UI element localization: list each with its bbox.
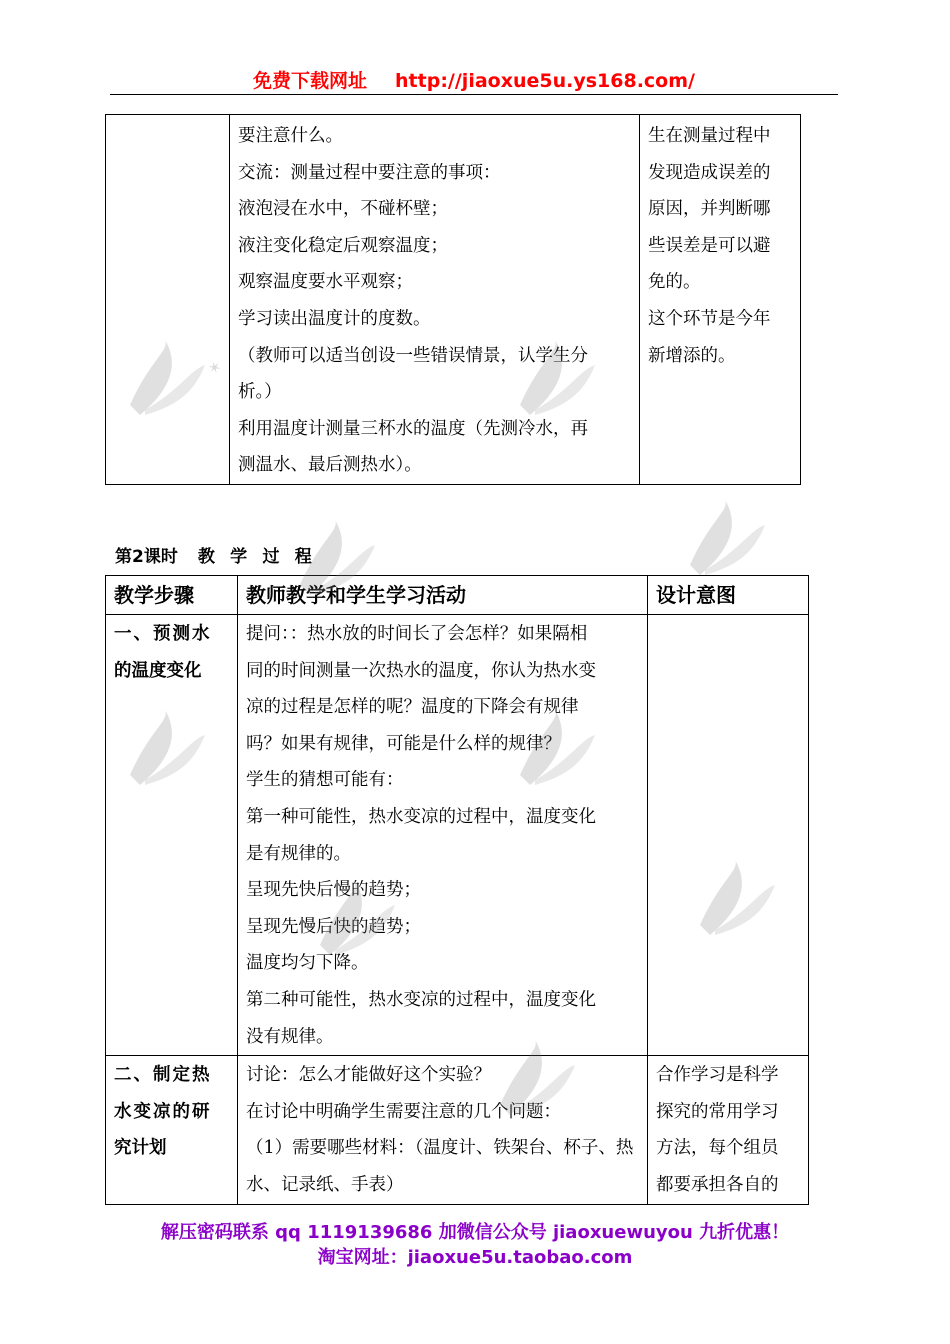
text-line: 水、记录纸、手表） xyxy=(246,1174,404,1195)
text-line: （教师可以适当创设一些错误情景，认学生分 xyxy=(238,345,588,366)
step-cell xyxy=(106,615,238,1056)
step-line: 究计划 xyxy=(114,1138,167,1159)
text-line: 交流：测量过程中要注意的事项： xyxy=(238,162,501,183)
header-activity: 教师教学和学生学习活动 xyxy=(238,576,648,615)
text-line: 同的时间测量一次热水的温度，你认为热水变 xyxy=(246,660,596,681)
text-line: 提问：：热水放的时间长了会怎样？如果隔相 xyxy=(246,624,588,644)
text-line: 合作学习是科学 xyxy=(656,1065,779,1086)
text-line: 在讨论中明确学生需要注意的几个问题： xyxy=(246,1101,561,1122)
text-line: 吗？如果有规律，可能是什么样的规律？ xyxy=(246,733,561,754)
text-line: 呈现先快后慢的趋势； xyxy=(246,880,421,901)
page-header xyxy=(110,66,838,94)
text-line: 观察温度要水平观察； xyxy=(238,272,413,293)
watermark-logo-icon xyxy=(670,480,860,590)
step-line: 二、制定热 xyxy=(114,1065,212,1086)
text-line: 测温水、最后测热水）。 xyxy=(238,455,422,476)
text-line: 原因，并判断哪 xyxy=(648,199,771,220)
header-step: 教学步骤 xyxy=(106,576,238,615)
intent-cell xyxy=(648,615,809,1056)
text-line: 学生的猜想可能有： xyxy=(246,770,404,791)
activity-cell xyxy=(238,1056,648,1204)
step-line: 水变凉的研 xyxy=(114,1101,212,1122)
text-line: 利用温度计测量三杯水的温度（先测冷水，再 xyxy=(238,418,588,439)
text-line: 是有规律的。 xyxy=(246,843,351,864)
text-line: 液泡浸在水中，不碰杯壁； xyxy=(238,199,448,220)
text-line: 温度均匀下降。 xyxy=(246,953,369,974)
continued-intent-cell xyxy=(640,115,801,485)
footer-shop-url[interactable]: 淘宝网址：jiaoxue5u.taobao.com xyxy=(317,1247,633,1268)
text-line: 免的。 xyxy=(648,272,701,293)
header-label: 免费下载网址 xyxy=(253,70,368,92)
text-line: 学习读出温度计的度数。 xyxy=(238,308,431,329)
teaching-process-table xyxy=(105,575,809,1205)
intent-cell xyxy=(648,1056,809,1204)
text-line: （1）需要哪些材料：（温度计、铁架台、杯子、热 xyxy=(246,1138,634,1159)
header-url[interactable]: http://jiaoxue5u.ys168.com/ xyxy=(395,70,695,92)
step-line: 一、预测水 xyxy=(114,624,212,644)
text-line: 新增添的。 xyxy=(648,345,736,366)
text-line: 第一种可能性，热水变凉的过程中，温度变化 xyxy=(246,806,596,827)
text-line: 呈现先慢后快的趋势； xyxy=(246,916,421,937)
table-row xyxy=(106,1056,809,1204)
table-row xyxy=(106,615,809,1056)
text-line: 方法，每个组员 xyxy=(656,1138,779,1159)
text-line: 析。） xyxy=(238,382,282,403)
text-line: 探究的常用学习 xyxy=(656,1101,779,1122)
continued-table xyxy=(105,114,801,485)
text-line: 要注意什么。 xyxy=(238,126,343,146)
header-divider xyxy=(110,94,838,95)
text-line: 液注变化稳定后观察温度； xyxy=(238,235,448,256)
text-line: 发现造成误差的 xyxy=(648,162,771,183)
continued-activity-cell xyxy=(230,115,640,485)
step-cell xyxy=(106,1056,238,1204)
header-intent: 设计意图 xyxy=(648,576,809,615)
step-line: 的温度变化 xyxy=(114,660,202,681)
footer-contact: 解压密码联系 qq 1119139686 加微信公众号 jiaoxuewuyou 九折优惠！ xyxy=(160,1222,790,1243)
text-line: 些误差是可以避 xyxy=(648,235,771,256)
text-line: 这个环节是今年 xyxy=(648,308,771,329)
svg-text:✶: ✶ xyxy=(205,356,224,379)
text-line: 都要承担各自的 xyxy=(656,1174,779,1195)
text-line: 生在测量过程中 xyxy=(648,126,771,146)
text-line: 第二种可能性，热水变凉的过程中，温度变化 xyxy=(246,989,596,1010)
lesson-heading: 教学过程 xyxy=(197,547,328,567)
activity-cell xyxy=(238,615,648,1056)
text-line: 没有规律。 xyxy=(246,1026,334,1047)
lesson-number: 第2课时 xyxy=(115,547,178,567)
text-line: 凉的过程是怎样的呢？温度的下降会有规律 xyxy=(246,697,579,718)
text-line: 讨论：怎么才能做好这个实验？ xyxy=(246,1065,491,1086)
lesson-title xyxy=(115,542,327,567)
continued-step-cell xyxy=(106,115,230,485)
